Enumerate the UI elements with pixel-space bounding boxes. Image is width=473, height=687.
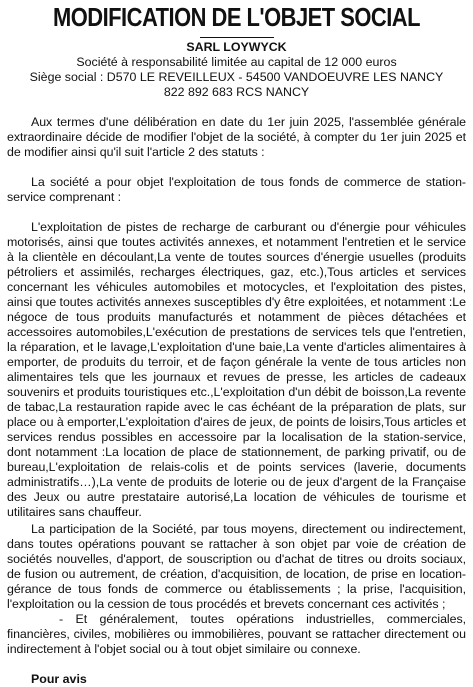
spacer [7, 657, 466, 672]
paragraph-general-operations: - Et généralement, toutes opérations industrielles, commerciales, financières, civiles, mobilières ou immobilières, pouvant se rattacher directement ou indirectement à l'objet social ou à tout objet similaire ou connexe. [7, 612, 466, 656]
signoff: Pour avis [31, 672, 87, 686]
notice-title: MODIFICATION DE L'OBJET SOCIAL [52, 4, 421, 32]
company-block [7, 40, 466, 100]
spacer [7, 160, 466, 175]
company-name: SARL LOYWYCK [186, 40, 287, 54]
company-rcs-number: 822 892 683 RCS NANCY [163, 85, 310, 99]
spacer [7, 205, 466, 220]
company-legal-form: Société à responsabilité limitée au capital de 12 000 euros [76, 55, 397, 69]
paragraph-deliberation: Aux termes d'une délibération en date du 1er juin 2025, l'assemblée générale extraordinaire décide de modifier l'objet de la société, à compter du 1er juin 2025 et de modifier ainsi qu'il suit l'article 2 des statuts : [7, 115, 466, 159]
paragraph-participation: La participation de la Société, par tous moyens, directement ou indirectement, dans toutes opérations pouvant se rattacher à son objet par voie de création de sociétés nouvelles, d'apport, de souscription ou d'achat de titres ou droits sociaux, de fusion ou autrement, de création, d'acquisition, de location, de prise en location-gérance de tous fonds de commerce ou établissements ; la prise, l'acquisition, l'exploitation ou la cession de tous procédés et brevets concernant ces activités ; [7, 522, 466, 611]
company-registered-office: Siège social : D570 LE REVEILLEUX - 54500 VANDOEUVRE LES NANCY [29, 70, 444, 84]
paragraph-activities: L'exploitation de pistes de recharge de carburant ou d'énergie pour véhicules motorisés, ainsi que toutes activités annexes, et notamment l'entretien et le service à la clientèle en découlant,La vente de toutes sources d'énergie usuelles (produits pétroliers et assimilés, recharges électriques, gaz, etc.),Tous articles et services concernant les véhicules automobiles et motocycles, et l'exploitation des pistes, ainsi que toutes activités annexes susceptibles d'y être exploitées, et notamment :Le négoce de tous produits manufacturés et notamment de pièces détachées et accessoires automobiles,L'exécution de prestations de services tels que l'entretien, la réparation, et le lavage,L'exploitation d'une baie,La vente d'articles alimentaires à emporter, de produits du terroir, et de façon générale la vente de tous articles non alimentaires tels que les journaux et revues de presse, les articles de cadeaux souvenirs et produits touristiques etc.,L'exploitation d'un débit de boisson,La revente de tabac,La restauration rapide avec le cas échéant de la préparation de plats, sur place ou à emporter,L'exploitation d'aires de jeux, de points de loisirs,Tous articles et services rendus possibles en accessoire par la localisation de la station-service, dont notamment :La location de place de stationnement, de parking privatif, ou de bureau,L'exploitation de relais-colis et de points services (laverie, documents administratifs…),La vente de produits de loterie ou de jeux d'argent de la Française des Jeux ou autre prestataire autorisé,La location de véhicules de tourisme et utilitaires sans chauffeur. [7, 220, 466, 519]
spacer [7, 100, 466, 115]
title-divider [200, 37, 274, 38]
paragraph-object-intro: La société a pour objet l'exploitation de tous fonds de commerce de station-service comprenant : [7, 175, 466, 204]
